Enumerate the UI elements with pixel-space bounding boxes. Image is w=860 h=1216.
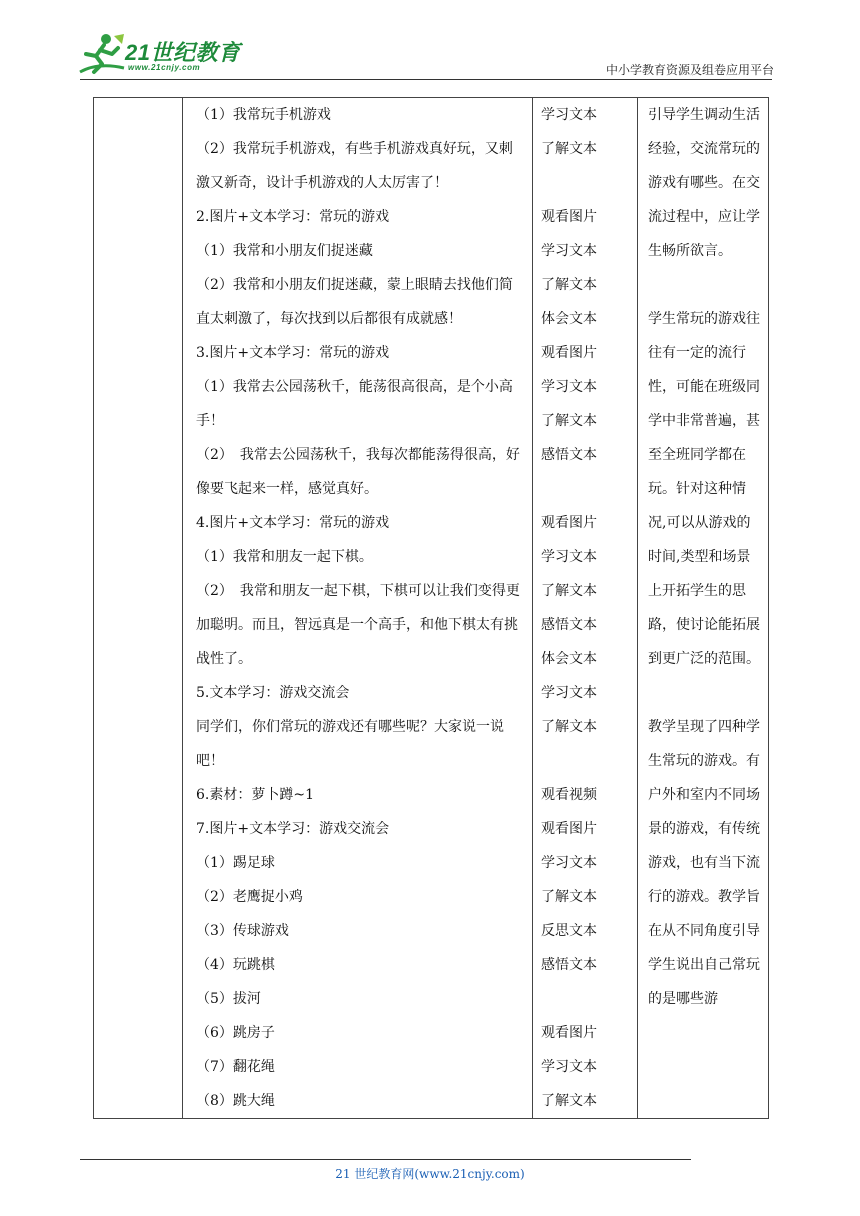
activity-item: 学习文本	[541, 855, 597, 871]
header-divider	[80, 79, 772, 80]
activity-item: 了解文本	[541, 719, 597, 735]
activity-item: 反思文本	[541, 923, 597, 939]
activity-item: 体会文本	[541, 651, 597, 667]
activity-item: 学习文本	[541, 379, 597, 395]
logo-brand: 21世纪教育	[125, 40, 241, 65]
content-line: （7）翻花绳	[196, 1059, 275, 1075]
content-line: （2）老鹰捉小鸡	[196, 889, 303, 905]
activity-item: 观看图片	[541, 821, 597, 837]
activity-item: 感悟文本	[541, 617, 597, 633]
content-line: （8）跳大绳	[196, 1093, 275, 1109]
content-line: 4.图片+文本学习：常玩的游戏	[196, 515, 390, 531]
intent-paragraph: 引导学生调动生活经验，交流常玩的游戏有哪些。在交流过程中，应让学生畅所欲言。	[648, 107, 760, 259]
activity-item: 观看图片	[541, 345, 597, 361]
content-line: 3.图片+文本学习：常玩的游戏	[196, 345, 390, 361]
activity-item: 体会文本	[541, 311, 597, 327]
content-line: （1）我常去公园荡秋千，能荡很高很高，是个小高手！	[196, 379, 513, 429]
table-row	[94, 98, 769, 1119]
activity-item: 观看图片	[541, 209, 597, 225]
page-header	[0, 0, 860, 90]
content-line: （2）我常玩手机游戏，有些手机游戏真好玩，又刺激又新奇，设计手机游戏的人太厉害了！	[196, 141, 513, 191]
content-line: （3）传球游戏	[196, 923, 289, 939]
content-line: 7.图片+文本学习：游戏交流会	[196, 821, 390, 837]
content-line: （2） 我常去公园荡秋千，我每次都能荡得很高，好像要飞起来一样，感觉真好。	[196, 447, 520, 497]
activity-item: 学习文本	[541, 107, 597, 123]
platform-name: 中小学教育资源及组卷应用平台	[605, 63, 774, 77]
content-line: （1）我常和小朋友们捉迷藏	[196, 243, 373, 259]
activity-item: 观看视频	[541, 787, 597, 803]
activity-item: 学习文本	[541, 1059, 597, 1075]
activity-item: 感悟文本	[541, 447, 597, 463]
intent-paragraph: 教学呈现了四种学生常玩的游戏。有户外和室内不同场景的游戏，有传统游戏，也有当下流行的游戏。教学旨在从不同角度引导学生说出自己常玩的是哪些游	[648, 719, 760, 1007]
runner-logo-icon	[78, 32, 128, 76]
content-line: （6）跳房子	[196, 1025, 275, 1041]
stage-cell	[94, 98, 183, 1119]
logo-url: www.21cnjy.com	[128, 63, 201, 72]
footer-divider	[80, 1159, 691, 1160]
intent-paragraph: 学生常玩的游戏往往有一定的流行性，可能在班级同学中非常普遍，甚至全班同学都在玩。针对这种情况,可以从游戏的时间,类型和场景上开拓学生的思路，使讨论能拓展到更广泛的范围。	[648, 311, 760, 667]
activity-item: 了解文本	[541, 277, 597, 293]
content-line: （2） 我常和朋友一起下棋，下棋可以让我们变得更加聪明。而且，智远真是一个高手，和他下棋太有挑战性了。	[196, 583, 520, 667]
content-line: （2）我常和小朋友们捉迷藏，蒙上眼睛去找他们简直太刺激了，每次找到以后都很有成就感！	[196, 277, 513, 327]
activity-item: 观看图片	[541, 515, 597, 531]
content-cell	[183, 98, 533, 1119]
activity-item: 学习文本	[541, 549, 597, 565]
site-logo[interactable]	[78, 30, 248, 78]
content-line: （1）我常和朋友一起下棋。	[196, 549, 373, 565]
lesson-table	[93, 97, 769, 1119]
activity-item: 学习文本	[541, 685, 597, 701]
activity-item: 了解文本	[541, 141, 597, 157]
activity-item: 了解文本	[541, 413, 597, 429]
activity-item: 了解文本	[541, 1093, 597, 1109]
activity-item: 学习文本	[541, 243, 597, 259]
content-line: （1）我常玩手机游戏	[196, 107, 331, 123]
content-line: 同学们，你们常玩的游戏还有哪些呢？大家说一说吧！	[196, 719, 504, 769]
content-line: （1）踢足球	[196, 855, 275, 871]
content-line: 5.文本学习：游戏交流会	[196, 685, 350, 701]
intent-cell	[638, 98, 769, 1119]
content-line: （4）玩跳棋	[196, 957, 275, 973]
activity-item: 感悟文本	[541, 957, 597, 973]
activity-item: 观看图片	[541, 1025, 597, 1041]
content-line: 6.素材：萝卜蹲~1	[196, 787, 314, 803]
content-line: （5）拔河	[196, 991, 261, 1007]
activity-item: 了解文本	[541, 583, 597, 599]
footer-link[interactable]: 21 世纪教育网(www.21cnjy.com)	[335, 1167, 525, 1181]
activity-cell	[533, 98, 638, 1119]
content-line: 2.图片+文本学习：常玩的游戏	[196, 209, 390, 225]
activity-item: 了解文本	[541, 889, 597, 905]
